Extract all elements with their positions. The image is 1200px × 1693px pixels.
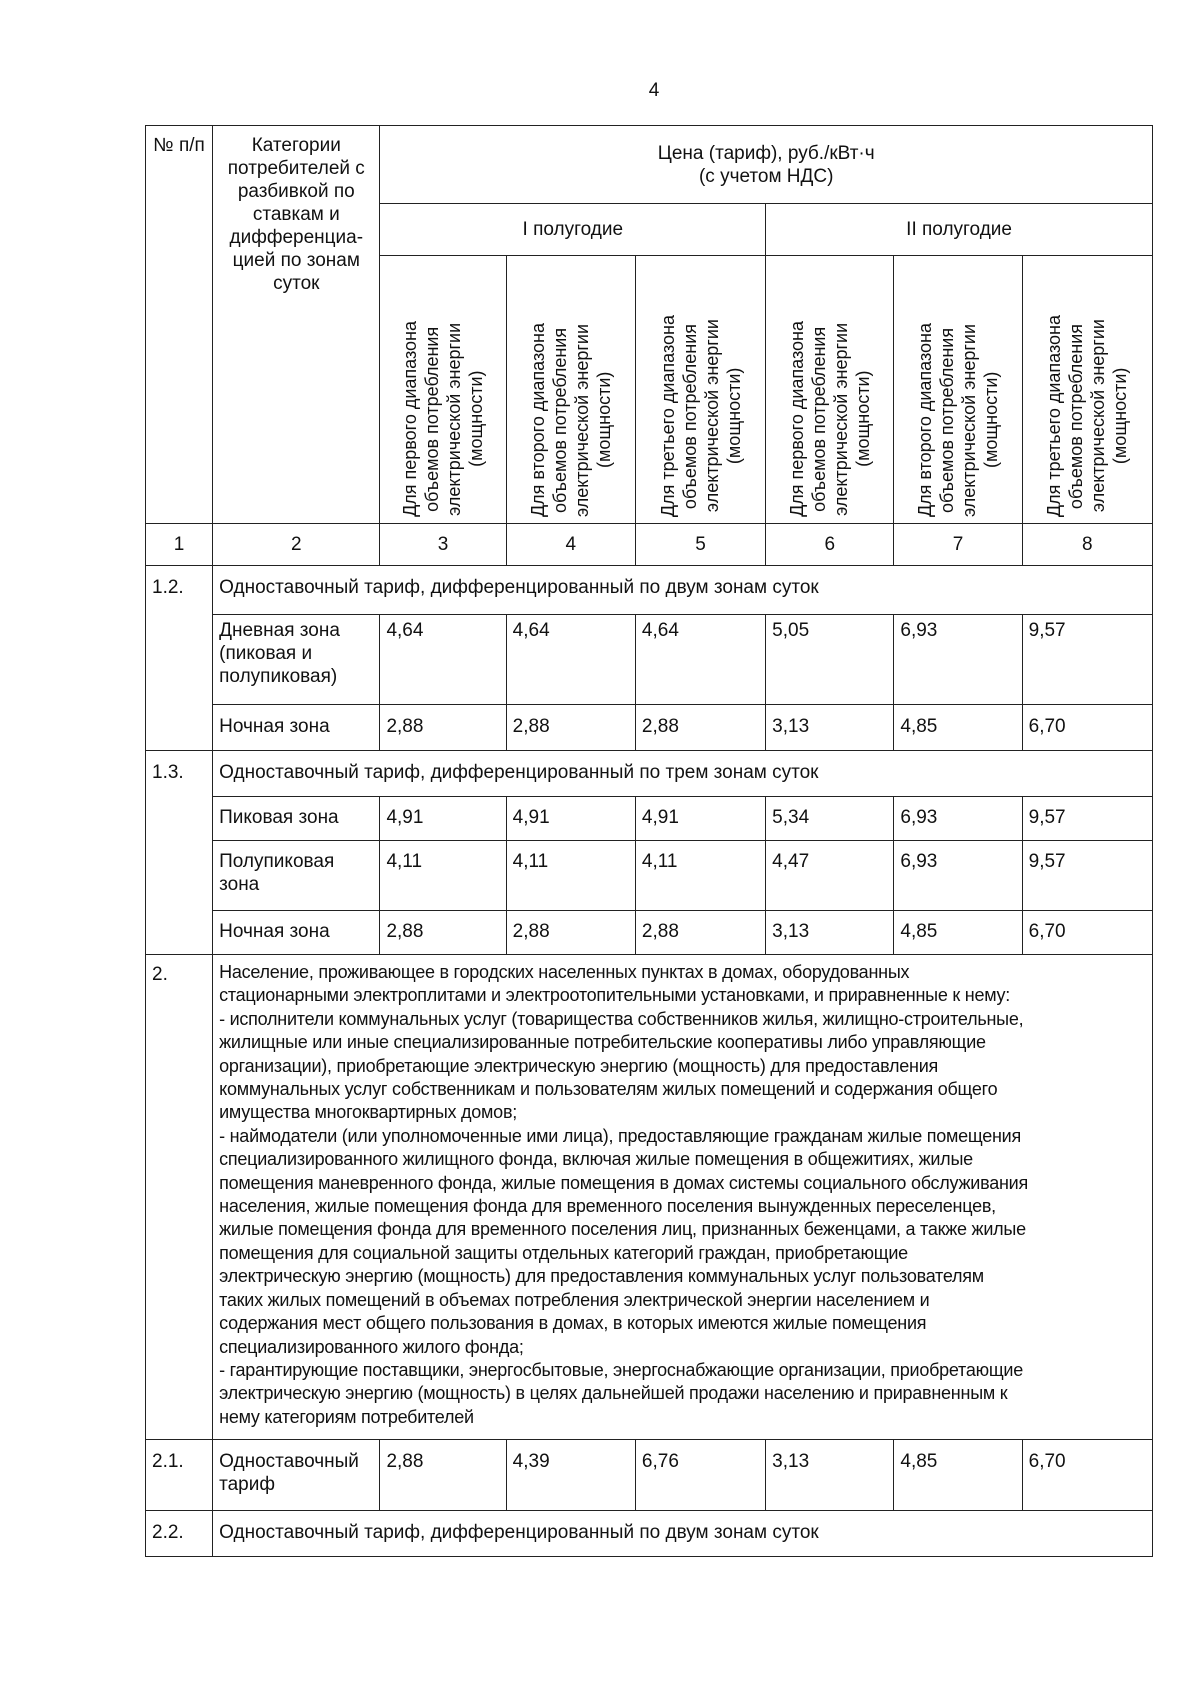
header-category: Категории потребителей с разбивкой по ставкам и дифференциа-цией по зонам суток xyxy=(213,126,380,524)
description-line: электрическую энергию (мощность) в целях дальнейшей продажи населению и приравненным к xyxy=(219,1383,1008,1404)
description-line: имущества многоквартирных домов; xyxy=(219,1102,518,1123)
row-label: Полупиковая зона xyxy=(213,841,380,911)
cell-value: 6,76 xyxy=(635,1440,765,1511)
description-line: - исполнители коммунальных услуг (товарищества собственников жилья, жилищно-строительные, xyxy=(219,1008,1024,1029)
cell-value: 6,93 xyxy=(894,841,1022,911)
description-line: таких жилых помещений в объемах потребления электрической энергии населением и xyxy=(219,1289,930,1310)
description-line: специализированного жилищного фонда, включая жилые помещения в общежитиях, жилые xyxy=(219,1149,973,1170)
cell-value: 6,70 xyxy=(1022,1440,1152,1511)
description-line: организации), приобретающие электрическую энергию (мощность) для предоставления xyxy=(219,1055,939,1076)
cell-value: 6,70 xyxy=(1022,911,1152,955)
tariff-table xyxy=(145,125,1153,1557)
col-number: 4 xyxy=(506,524,635,566)
header-range2-h2: Для второго диапазона объемов потребления электрической энергии (мощности) xyxy=(915,322,1001,517)
header-range1-h2: Для первого диапазона объемов потребления электрической энергии (мощности) xyxy=(786,321,873,517)
cell-value: 5,05 xyxy=(766,615,894,705)
description-line: нему категориям потребителей xyxy=(219,1406,474,1427)
cell-value: 5,34 xyxy=(766,797,894,841)
cell-value: 2,88 xyxy=(635,911,765,955)
section-num: 2.2. xyxy=(146,1511,213,1557)
header-range3-h1: Для третьего диапазона объемов потребления электрической энергии (мощности) xyxy=(657,314,744,517)
header-half1: I полугодие xyxy=(380,204,766,256)
table-row xyxy=(146,1440,1153,1511)
cell-value: 4,91 xyxy=(380,797,506,841)
cell-value: 4,64 xyxy=(380,615,506,705)
cell-value: 4,39 xyxy=(506,1440,635,1511)
description-line: - наймодатели (или уполномоченные ими лица), предоставляющие гражданам жилые помещения xyxy=(219,1125,1021,1146)
header-range1-h1: Для первого диапазона объемов потребления электрической энергии (мощности) xyxy=(400,321,487,517)
col-number: 6 xyxy=(766,524,894,566)
col-number: 7 xyxy=(894,524,1022,566)
section-num: 1.3. xyxy=(146,751,213,955)
cell-value: 9,57 xyxy=(1022,615,1152,705)
header-range3-h2: Для третьего диапазона объемов потребления электрической энергии (мощности) xyxy=(1044,314,1131,517)
description-line: электрическую энергию (мощность) для предоставления коммунальных услуг пользователям xyxy=(219,1266,984,1287)
row-label: Ночная зона xyxy=(213,911,380,955)
description-line: Население, проживающее в городских населенных пунктах в домах, оборудованных xyxy=(219,962,910,982)
cell-value: 2,88 xyxy=(506,705,635,751)
cell-value: 9,57 xyxy=(1022,841,1152,911)
cell-value: 4,85 xyxy=(894,911,1022,955)
cell-value: 2,88 xyxy=(506,911,635,955)
section-title: Одноставочный тариф, дифференцированный по двум зонам суток xyxy=(213,1511,1153,1557)
cell-value: 2,88 xyxy=(380,705,506,751)
cell-value: 3,13 xyxy=(766,705,894,751)
col-number: 2 xyxy=(213,524,380,566)
cell-value: 4,64 xyxy=(635,615,765,705)
table-row xyxy=(146,911,1153,955)
cell-value: 4,91 xyxy=(635,797,765,841)
page-number: 4 xyxy=(648,80,660,101)
section-num: 1.2. xyxy=(146,566,213,751)
description-line: специализированного жилого фонда; xyxy=(219,1336,524,1357)
description-line: коммунальных услуг собственникам и пользователям жилых помещений и содержания общего xyxy=(219,1079,998,1100)
col-number: 8 xyxy=(1022,524,1152,566)
cell-value: 9,57 xyxy=(1022,797,1152,841)
row-label: Пиковая зона xyxy=(213,797,380,841)
cell-value: 3,13 xyxy=(766,1440,894,1511)
section-num: 2. xyxy=(146,955,213,1440)
header-half2: II полугодие xyxy=(766,204,1153,256)
cell-value: 2,88 xyxy=(380,1440,506,1511)
row-label: Одноставочный тариф xyxy=(213,1440,380,1511)
column-numbers-row xyxy=(146,524,1153,566)
cell-value: 4,91 xyxy=(506,797,635,841)
description-line: стационарными электроплитами и электроотопительными установками, и приравненные к нему: xyxy=(219,985,1011,1006)
header-range2-h1: Для второго диапазона объемов потребления электрической энергии (мощности) xyxy=(527,322,614,517)
cell-value: 6,93 xyxy=(894,615,1022,705)
cell-value: 4,11 xyxy=(635,841,765,911)
cell-value: 4,11 xyxy=(506,841,635,911)
table-row xyxy=(146,705,1153,751)
description-line: жилые помещения фонда для временного поселения лиц, признанных беженцами, а также жилые xyxy=(219,1219,1026,1240)
description-line: содержания мест общего пользования в домах, в которых имеются жилые помещения xyxy=(219,1313,927,1334)
description-line: жилищные или иные специализированные потребительские кооперативы либо управляющие xyxy=(219,1032,986,1053)
header-price: Цена (тариф), руб./кВт·ч (с учетом НДС) xyxy=(380,126,1153,204)
section-title: Одноставочный тариф, дифференцированный по трем зонам суток xyxy=(213,751,1153,797)
table-row xyxy=(146,841,1153,911)
cell-value: 6,70 xyxy=(1022,705,1152,751)
section-title: Одноставочный тариф, дифференцированный по двум зонам суток xyxy=(213,566,1153,615)
description-line: помещения маневренного фонда, жилые помещения в домах системы социального обслуживания xyxy=(219,1172,1028,1193)
section-description xyxy=(213,955,1153,1440)
cell-value: 4,64 xyxy=(506,615,635,705)
cell-value: 4,47 xyxy=(766,841,894,911)
cell-value: 6,93 xyxy=(894,797,1022,841)
table-row xyxy=(146,615,1153,705)
row-label: Ночная зона xyxy=(213,705,380,751)
cell-value: 4,11 xyxy=(380,841,506,911)
cell-value: 3,13 xyxy=(766,911,894,955)
description-line: помещения для социальной защиты отдельных категорий граждан, приобретающие xyxy=(219,1242,908,1263)
header-num: № п/п xyxy=(146,126,213,524)
col-number: 5 xyxy=(635,524,765,566)
cell-value: 2,88 xyxy=(380,911,506,955)
row-label: Дневная зона (пиковая и полупиковая) xyxy=(213,615,380,705)
col-number: 1 xyxy=(146,524,213,566)
cell-value: 4,85 xyxy=(894,705,1022,751)
cell-value: 4,85 xyxy=(894,1440,1022,1511)
description-line: населения, жилые помещения фонда для временного поселения вынужденных переселенцев, xyxy=(219,1196,996,1217)
table-row xyxy=(146,797,1153,841)
description-line: - гарантирующие поставщики, энергосбытовые, энергоснабжающие организации, приобретающие xyxy=(219,1359,1023,1380)
cell-value: 2,88 xyxy=(635,705,765,751)
section-num: 2.1. xyxy=(146,1440,213,1511)
col-number: 3 xyxy=(380,524,506,566)
